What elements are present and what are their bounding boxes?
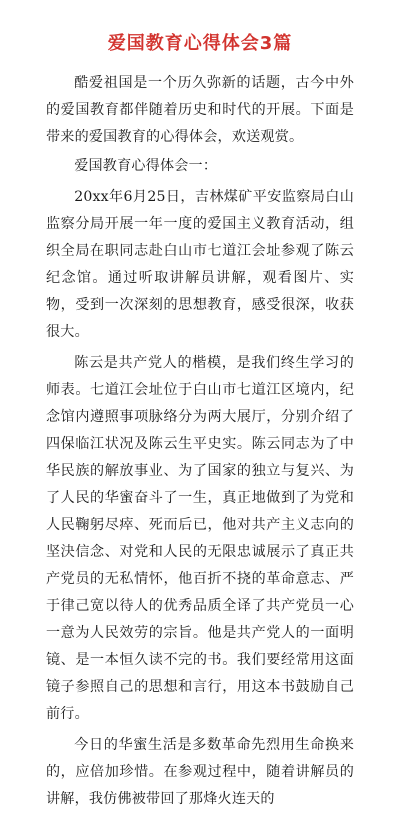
body-paragraph: 陈云是共产党人的楷模，是我们终生学习的师表。七道江会址位于白山市七道江区境内，纪念馆内遵照事项脉络分为两大展厅，分别介绍了四保临江状况及陈云生平史实。陈云同志为了中华民族的解放事业、为了国家的独立与复兴、为了人民的华蜜奋斗了一生，真正地做到了为党和人民鞠躬尽瘁、死而后已，他对共产主义志向的坚決信念、对党和人民的无限忠诚展示了真正共产党员的无私情怀，他百折不挠的革命意志、严于律己宽以待人的优秀品质全译了共产党员一心一意为人民效劳的宗旨。他是共产党人的一面明镜、是一本恒久读不完的书。我们要经常用这面镜子参照自己的思想和言行，用这本书鼓励自己前行。 [46,355,354,722]
intro-paragraph: 酷爱祖国是一个历久弥新的话题，古今中外的爱国教育都伴随着历史和时代的开展。下面是带来的爱国教育的心得体会，欢送观赏。 [46,75,354,145]
document-title: 爱国教育心得体会3篇 [107,33,293,54]
section-heading: 爱国教育心得体会一： [74,158,218,174]
body-paragraph: 今日的华蜜生活是多数革命先烈用生命换来的，应倍加珍惜。在参观过程中，随着讲解员的讲解，我仿佛被带回了那烽火连天的 [46,737,354,807]
body-paragraph: 20xx年6月25日，吉林煤矿平安监察局白山监察分局开展一年一度的爱国主义教育活动，组织全局在职同志赴白山市七道江会址参观了陈云纪念馆。通过听取讲解员讲解，观看图片、实物，受到一次深刻的思想教育，感受很深，收获很大。 [46,189,354,340]
